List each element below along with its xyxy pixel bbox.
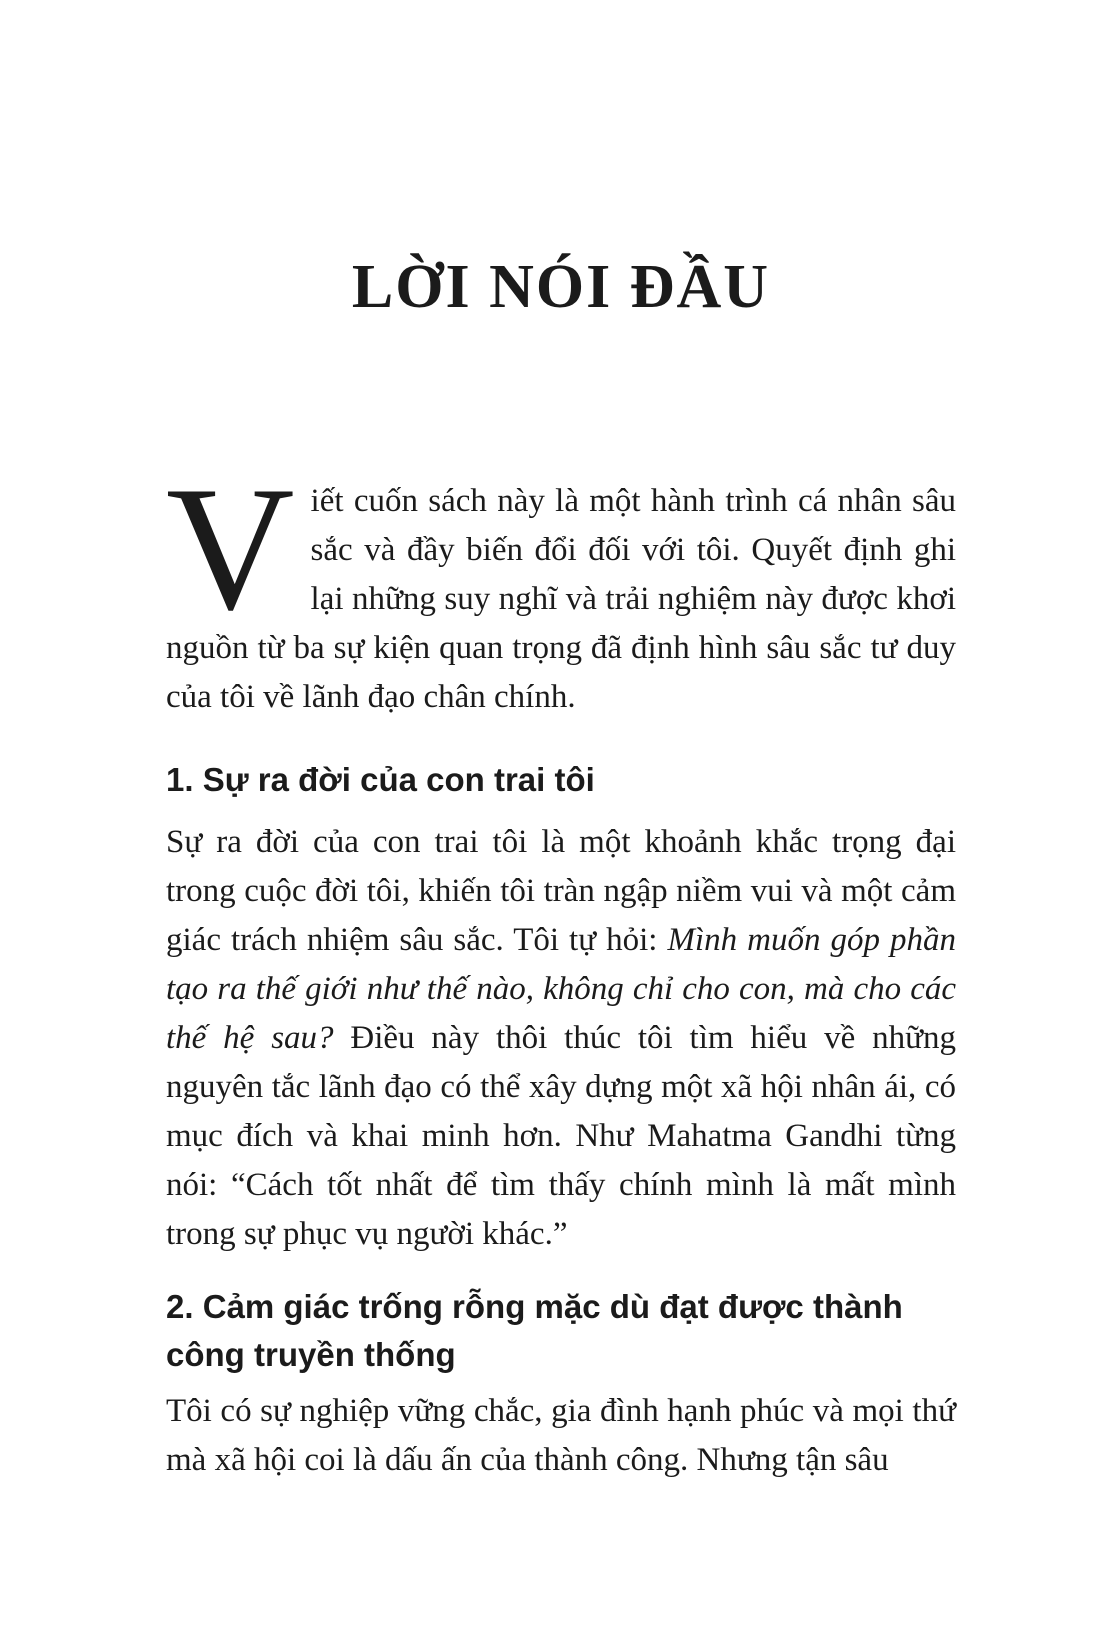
section-1-paragraph-segment-normal: Sự ra đời của con trai tôi là một khoảnh khắc trọng đại trong cuộc đời tôi, khiến tôi tràn ngập niềm vui và một cảm giác trách nhiệm sâu sắc. Tôi tự hỏi: (166, 824, 956, 958)
section-1-paragraph (166, 818, 956, 1259)
section-1-paragraph-segment-normal-2: Điều này thôi thúc tôi tìm hiểu về những nguyên tắc lãnh đạo có thể xây dựng một xã hội nhân ái, có mục đích và khai minh hơn. Như Mahatma Gandhi từng nói: “Cách tốt nhất để tìm thấy chính mình là mất mình trong sự phục vụ người khác.” (166, 1020, 956, 1252)
section-1-paragraph-segment-italic: Mình muốn góp phần tạo ra thế giới như thế nào, không chỉ cho con, mà cho các thế hệ sau? (166, 922, 956, 1056)
section-2-paragraph: Tôi có sự nghiệp vững chắc, gia đình hạnh phúc và mọi thứ mà xã hội coi là dấu ấn của thành công. Nhưng tận sâu (166, 1393, 956, 1478)
page-title: LỜI NÓI ĐẦU (351, 253, 771, 321)
drop-cap-letter: V (166, 449, 295, 647)
section-2-heading: 2. Cảm giác trống rỗng mặc dù đạt được thành công truyền thống (166, 1288, 903, 1373)
section-1-heading: 1. Sự ra đời của con trai tôi (166, 761, 595, 798)
intro-paragraph (166, 449, 956, 722)
intro-paragraph-text: iết cuốn sách này là một hành trình cá nhân sâu sắc và đầy biến đổi đối với tôi. Quyết định ghi lại những suy nghĩ và trải nghiệm này được khơi nguồn từ ba sự kiện quan trọng đã định hình sâu sắc tư duy của tôi về lãnh đạo chân chính. (166, 483, 956, 715)
